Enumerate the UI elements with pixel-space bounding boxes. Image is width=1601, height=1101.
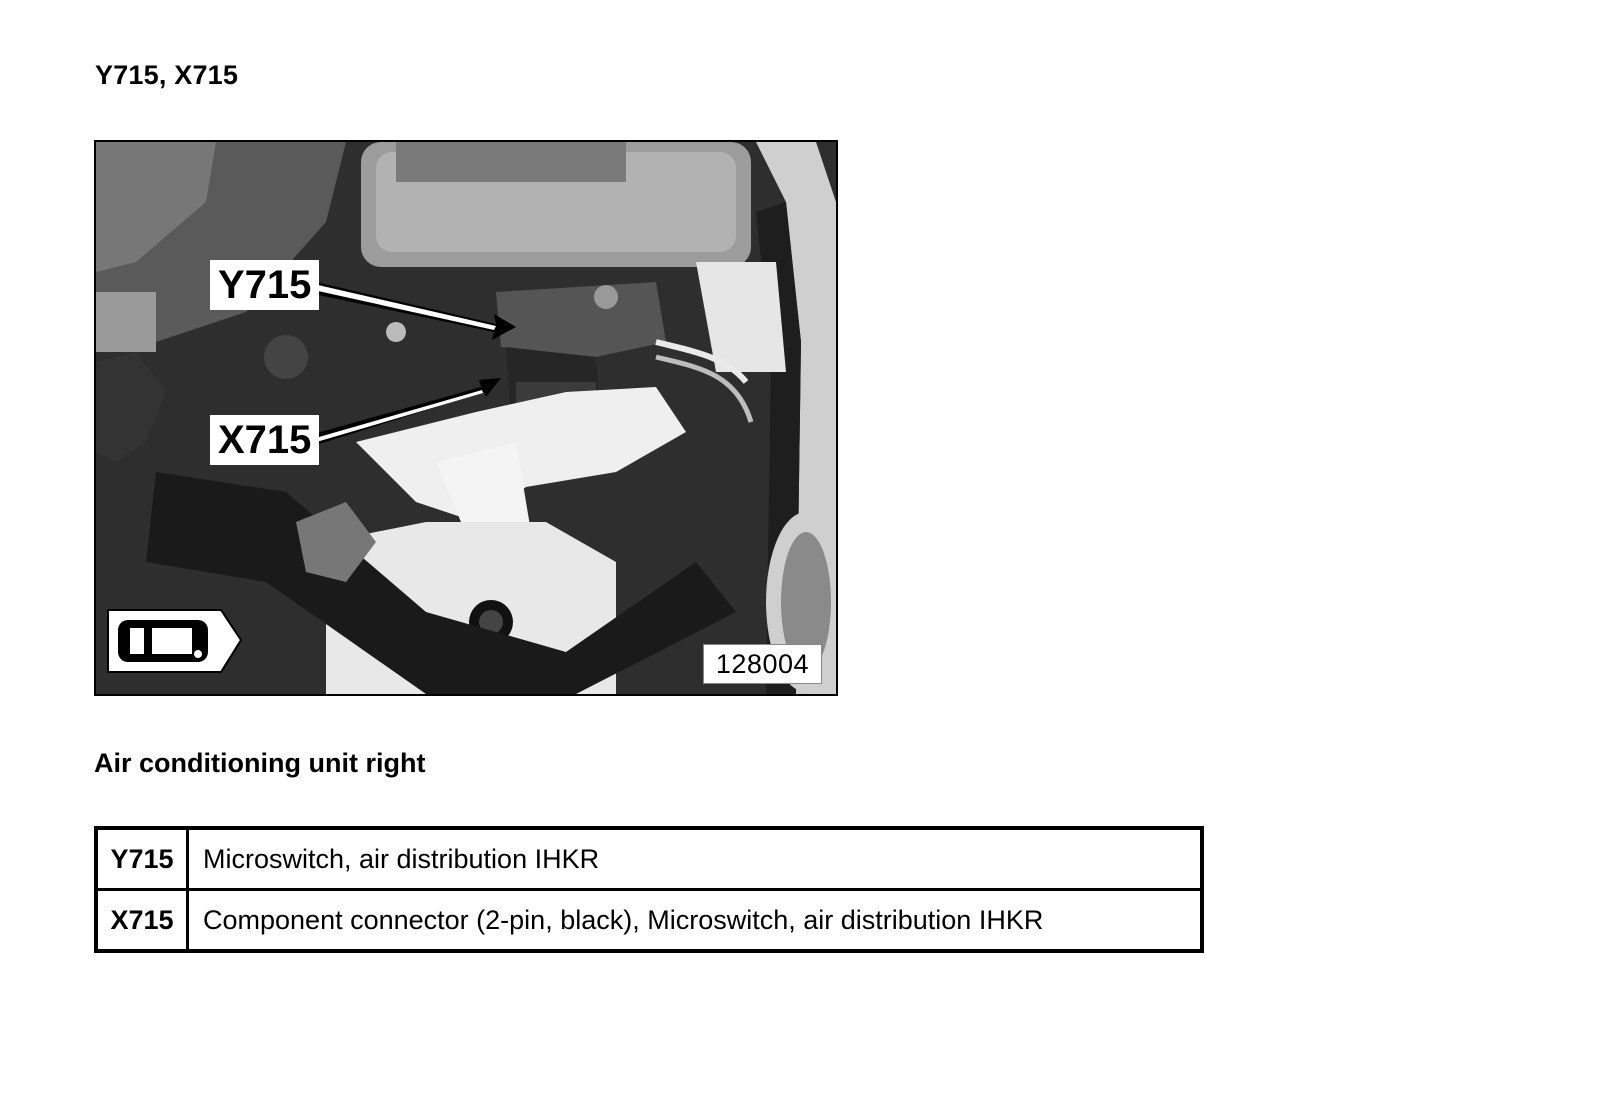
page-title: Y715, X715 [95,60,239,90]
legend-table [94,826,1204,953]
legend-description: Microswitch, air distribution IHKR [188,828,1203,890]
table-row [96,828,1202,890]
car-position-icon [108,610,241,672]
component-location-photo [94,140,838,696]
image-number: 128004 [703,644,822,684]
callout-label-y715: Y715 [210,260,319,310]
table-row [96,890,1202,952]
legend-code: X715 [96,890,188,952]
callout-label-x715: X715 [210,415,319,465]
legend-code: Y715 [96,828,188,890]
legend-description: Component connector (2-pin, black), Microswitch, air distribution IHKR [188,890,1203,952]
photo-illustration [96,142,836,694]
section-title: Air conditioning unit right [94,748,426,778]
